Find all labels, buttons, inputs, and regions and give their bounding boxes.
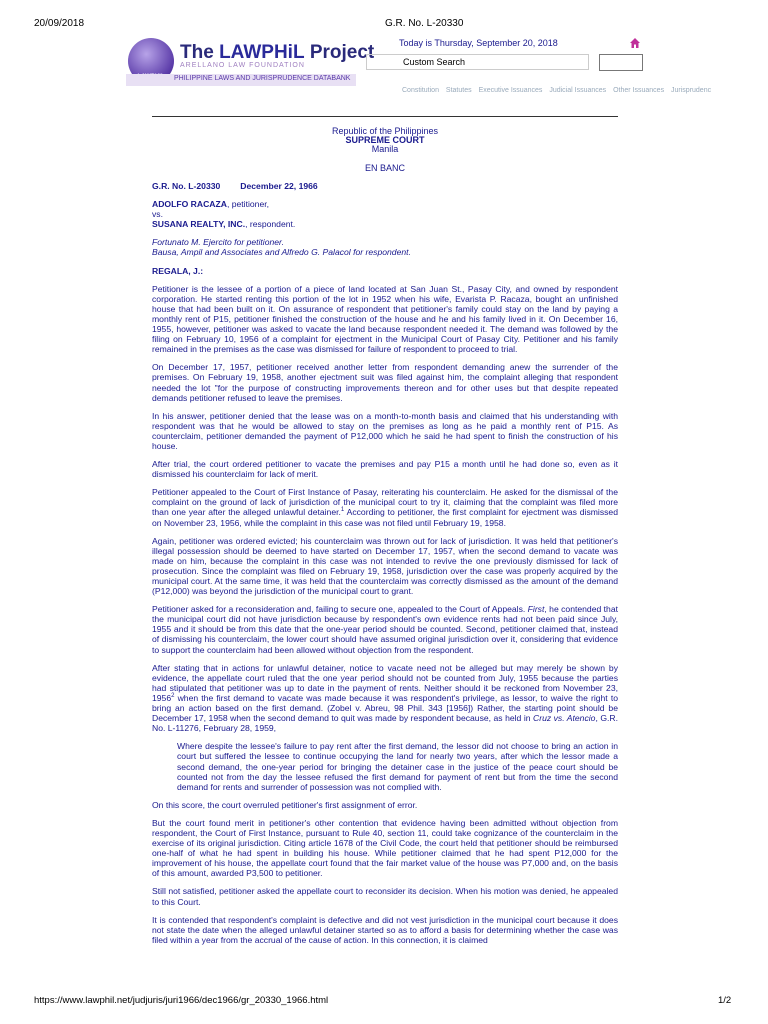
republic: Republic of the Philippines — [331, 126, 439, 136]
paragraph: But the court found merit in petitioner's other contention that evidence having been admitted without objection from respondent, the Court of First Instance, pursuant to Rule 40, section 11, could take cognizance of the counterclaim in the exercise of its original jurisdiction. Citing article 1678 of the Civil Code, the court held that petitioner should be reimbursed one-half of what he had spent in building his house. While petitioner claimed that he had spent P12,000 for the improvement of his house, the appellate court found that the fair market value of the house was P7,000 and, on the basis of this amount, awarded P3,500 to petitioner. — [152, 817, 618, 879]
title-prefix: The — [180, 42, 220, 63]
case-citation: Cruz vs. Atencio — [533, 713, 596, 724]
paragraph — [152, 487, 618, 527]
case-heading — [152, 181, 618, 191]
counsel — [152, 237, 618, 257]
respondent-role: , respondent. — [245, 219, 296, 230]
counsel-petitioner: Fortunato M. Ejercito for petitioner. — [152, 237, 284, 248]
today-date: Today is Thursday, September 20, 2018 — [399, 38, 558, 48]
vs: vs. — [152, 209, 163, 220]
respondent-name: SUSANA REALTY, INC. — [152, 219, 246, 230]
print-title: G.R. No. L-20330 — [385, 18, 464, 29]
paragraph: After trial, the court ordered petitioner to vacate the premises and pay P15 a month until he had done so, even as it dismissed his counterclaim for lack of merit. — [152, 459, 618, 480]
counsel-respondent: Bausa, Ampil and Associates and Alfredo G. Palacol for respondent. — [152, 247, 411, 258]
paragraph: Again, petitioner was ordered evicted; his counterclaim was thrown out for lack of jurisdiction. It was held that petitioner's illegal possession should be deemed to have started on December 17, 1957, when the second demand to vacate was made on him, because the complaint in this case was not intended to revive the one previously dismissed for lack of prosecution. Since the complaint was filed on February 19, 1958, jurisdiction over the case was properly acquired by the municipal court. At the same time, it was held that the counterclaim was correctly dismissed as the amount of the demand (P12,000) was beyond the jurisdiction of the municipal court to grant. — [152, 535, 618, 597]
paragraph — [152, 663, 618, 734]
block-quote: Where despite the lessee's failure to pay rent after the first demand, the lessor did not choose to bring an action in court but suffered the lessee to continue occupying the land for nearly two years, after which the lessor made a second demand, the one-year period for bringing the detainer case in the justice of the peace court should be counted not from the day the lessee refused the first demand for payment of rent but from the time the second demand for rents and surrender of possession was not complied with. — [177, 741, 618, 792]
paragraph: On December 17, 1957, petitioner received another letter from respondent demanding anew the surrender of the premises. On February 19, 1958, another ejectment suit was filed against him, the complaint alleging that respondent needed the lot "for the purpose of constructing improvements thereon and for other uses but that despite repeated demands petitioner refused to leave the premises. — [152, 362, 618, 403]
court-city: Manila — [371, 144, 399, 154]
parties — [152, 199, 618, 229]
paragraph — [152, 604, 618, 654]
nav-statutes[interactable]: Statutes — [445, 87, 472, 94]
nav-judicial-issuances[interactable]: Judicial Issuances — [549, 87, 607, 94]
case-number: G.R. No. L-20330 — [152, 181, 221, 191]
ponente: REGALA, J.: — [152, 265, 204, 276]
text: Petitioner asked for a reconsideration and, failing to secure one, appealed to the Court of Appeals. — [152, 604, 528, 615]
case-date: December 22, 1966 — [240, 181, 318, 191]
paragraph: It is contended that respondent's complaint is defective and did not vest jurisdiction in the municipal court because it does not state the date when the alleged unlawful detainer started so as to afford a basis for determining whether the case was filed within a year from the accrual of the cause of action. In this connection, it is claimed — [152, 914, 618, 945]
nav-constitution[interactable]: Constitution — [402, 87, 439, 94]
petitioner-name: ADOLFO RACAZA — [152, 199, 227, 210]
nav-other-issuances[interactable]: Other Issuances — [613, 87, 665, 94]
text: , he contended that the municipal court did not have jurisdiction because by respondent's own evidence rents had not been paid since July, 1955 and it should be from this date that the one-year period should be counted. Second, petitioner claimed that, instead of dismissing his counterclaim, the lower court should have assumed original jurisdiction over it, considering that evidence to support the counterclaim had been allowed without objection from the respondent. — [152, 604, 618, 655]
custom-search-box[interactable]: Custom Search — [366, 54, 589, 70]
division: EN BANC — [364, 163, 405, 173]
decision-content — [152, 181, 618, 953]
nav-executive-issuances[interactable]: Executive Issuances — [478, 87, 543, 94]
text: After stating that in actions for unlawful detainer, notice to vacate need not be alleged but may merely be shown by evidence, the appellate court ruled that the one year period should not be counted from July, 1955 because the parties had stipulated that petitioner was up to date in the payment of rents. Neither should it be reckoned from November 23, 1956 — [152, 662, 618, 703]
print-date: 20/09/2018 — [34, 18, 85, 29]
court-name: SUPREME COURT — [345, 135, 425, 145]
paragraph: On this score, the court overruled petitioner's first assignment of error. — [152, 799, 418, 810]
footer-url: https://www.lawphil.net/judjuris/juri1966/dec1966/gr_20330_1966.html — [34, 995, 329, 1006]
site-title[interactable] — [180, 42, 374, 64]
tagline: PHILIPPINE LAWS AND JURISPRUDENCE DATABANK — [174, 75, 351, 82]
text: Petitioner appealed to the Court of First Instance of Pasay, reiterating his counterclaim. He asked for the dismissal of the complaint on the ground of lack of jurisdiction of the municipal court to try it, claiming that the complaint was filed more than one year after the alleged unlawful detainer. — [152, 487, 618, 518]
tagline-bar — [126, 74, 356, 86]
title-brand: LAWPHiL — [219, 42, 305, 63]
title-suffix: Project — [304, 42, 375, 63]
paragraph: In his answer, petitioner denied that the lease was on a month-to-month basis and claimed that his understanding with respondent was that he would be allowed to stay on the premises as long as he paid a monthly rent of P15. As counterclaim, petitioner demanded the payment of P12,000 which he said he had spent to finish the construction of his house. — [152, 410, 618, 451]
paragraph: Still not satisfied, petitioner asked the appellate court to reconsider its decision. When his motion was denied, he appealed to this Court. — [152, 886, 618, 907]
footnote-link-2[interactable]: 2 — [171, 693, 175, 700]
footnote-link-1[interactable]: 1 — [340, 507, 345, 514]
text: First — [527, 604, 545, 615]
text: , G.R. No. L-11276, February 28, 1959, — [152, 713, 618, 734]
top-nav — [402, 87, 716, 94]
header-rule — [152, 116, 618, 117]
text: According to petitioner, the first complaint for ejectment was dismissed on November 23, 1956, while the complaint in this case was not filed until February 19, 1958. — [152, 507, 618, 528]
footer-page: 1/2 — [718, 995, 732, 1006]
paragraph: Petitioner is the lessee of a portion of a piece of land located at San Juan St., Pasay City, and owned by respondent corporation. He started renting this portion of the lot in 1952 when his wife, Evarista P. Racaza, bought an unfinished house that had been built on it. On assurance of respondent that petitioner's family could stay on the land by paying a monthly rent of P15, petitioner finished the construction of the house and he and his family lived in it. On December 16, 1955, however, petitioner was asked to vacate the land because respondent needed it. The demand was followed by the filing on February 10, 1956 of a complaint for ejectment in the Municipal Court of Pasay City. Petitioner and his family remained in the premises as the case was dismissed for failure of respondent to proceed to trial. — [152, 283, 618, 355]
text: when the first demand to vacate was made because it was respondent's privilege, as lessor, to waive the right to bring an action based on the first demand. (Zobel v. Abreu, 98 Phil. 343 [1956]) Rather, the starting point should be December 17, 1958 when the second demand to quit was made by respondent because, as held in — [152, 692, 618, 724]
search-input[interactable] — [599, 54, 643, 71]
nav-jurisprudence[interactable]: Jurisprudenc — [671, 87, 712, 94]
foundation-name: ARELLANO LAW FOUNDATION — [180, 62, 305, 69]
petitioner-role: , petitioner, — [226, 199, 269, 210]
home-icon[interactable] — [630, 38, 640, 48]
